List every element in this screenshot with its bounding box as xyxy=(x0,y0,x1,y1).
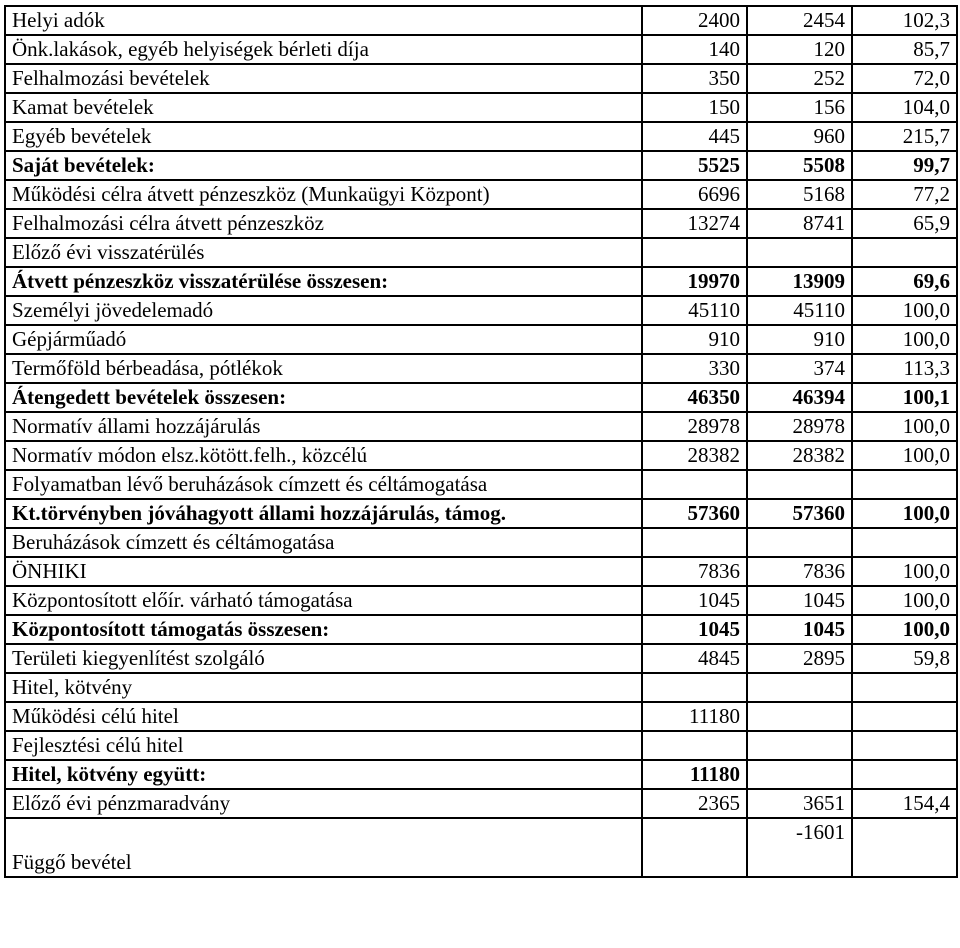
value-actual-cell: 252 xyxy=(747,64,852,93)
table-row xyxy=(5,209,957,238)
value-actual-cell: 120 xyxy=(747,35,852,64)
row-label-cell: Függő bevétel xyxy=(5,818,642,877)
percent-cell: 100,0 xyxy=(852,499,957,528)
value-plan-cell xyxy=(642,818,747,877)
percent-cell: 100,0 xyxy=(852,412,957,441)
table-row xyxy=(5,818,957,877)
value-actual-cell xyxy=(747,470,852,499)
row-label-cell: Kt.törvényben jóváhagyott állami hozzájárulás, támog. xyxy=(5,499,642,528)
table-row xyxy=(5,325,957,354)
table-row xyxy=(5,731,957,760)
table-row xyxy=(5,35,957,64)
value-plan-cell: 150 xyxy=(642,93,747,122)
percent-cell: 102,3 xyxy=(852,6,957,35)
value-actual-cell: 1045 xyxy=(747,615,852,644)
value-plan-cell: 140 xyxy=(642,35,747,64)
percent-cell: 72,0 xyxy=(852,64,957,93)
table-row xyxy=(5,702,957,731)
table-row xyxy=(5,615,957,644)
value-plan-cell: 330 xyxy=(642,354,747,383)
row-label-cell: Egyéb bevételek xyxy=(5,122,642,151)
row-label-cell: Személyi jövedelemadó xyxy=(5,296,642,325)
value-plan-cell: 2400 xyxy=(642,6,747,35)
percent-cell xyxy=(852,528,957,557)
value-plan-cell: 2365 xyxy=(642,789,747,818)
table-row xyxy=(5,470,957,499)
value-plan-cell xyxy=(642,528,747,557)
row-label-cell: Kamat bevételek xyxy=(5,93,642,122)
table-row xyxy=(5,557,957,586)
row-label-cell: Folyamatban lévő beruházások címzett és céltámogatása xyxy=(5,470,642,499)
table-row xyxy=(5,354,957,383)
value-actual-cell xyxy=(747,731,852,760)
table-row xyxy=(5,180,957,209)
table-row xyxy=(5,93,957,122)
value-actual-cell: 28382 xyxy=(747,441,852,470)
row-label-cell: Működési célú hitel xyxy=(5,702,642,731)
percent-cell: 59,8 xyxy=(852,644,957,673)
value-plan-cell: 28978 xyxy=(642,412,747,441)
percent-cell: 100,0 xyxy=(852,296,957,325)
value-actual-cell: 960 xyxy=(747,122,852,151)
percent-cell: 77,2 xyxy=(852,180,957,209)
value-actual-cell xyxy=(747,238,852,267)
table-row xyxy=(5,64,957,93)
row-label-cell: Hitel, kötvény xyxy=(5,673,642,702)
table-row xyxy=(5,789,957,818)
revenue-table-body xyxy=(5,6,957,877)
percent-cell: 65,9 xyxy=(852,209,957,238)
value-actual-cell: 2895 xyxy=(747,644,852,673)
value-actual-cell: 374 xyxy=(747,354,852,383)
value-plan-cell: 57360 xyxy=(642,499,747,528)
table-row xyxy=(5,644,957,673)
table-row xyxy=(5,673,957,702)
value-actual-cell: 156 xyxy=(747,93,852,122)
percent-cell: 100,0 xyxy=(852,615,957,644)
value-actual-cell: 5508 xyxy=(747,151,852,180)
value-plan-cell: 6696 xyxy=(642,180,747,209)
percent-cell: 85,7 xyxy=(852,35,957,64)
table-row xyxy=(5,238,957,267)
value-plan-cell xyxy=(642,673,747,702)
revenue-table xyxy=(4,5,958,878)
value-actual-cell: 57360 xyxy=(747,499,852,528)
value-plan-cell: 46350 xyxy=(642,383,747,412)
table-row xyxy=(5,267,957,296)
value-actual-cell: 13909 xyxy=(747,267,852,296)
percent-cell xyxy=(852,818,957,877)
row-label-cell: Saját bevételek: xyxy=(5,151,642,180)
value-plan-cell: 350 xyxy=(642,64,747,93)
row-label-cell: Fejlesztési célú hitel xyxy=(5,731,642,760)
value-plan-cell: 445 xyxy=(642,122,747,151)
value-actual-cell: 5168 xyxy=(747,180,852,209)
percent-cell xyxy=(852,731,957,760)
value-actual-cell: 7836 xyxy=(747,557,852,586)
value-plan-cell: 11180 xyxy=(642,760,747,789)
value-actual-cell: 2454 xyxy=(747,6,852,35)
value-actual-cell: 46394 xyxy=(747,383,852,412)
value-actual-cell: 1045 xyxy=(747,586,852,615)
value-plan-cell: 28382 xyxy=(642,441,747,470)
row-label-cell: Átengedett bevételek összesen: xyxy=(5,383,642,412)
table-row xyxy=(5,122,957,151)
value-plan-cell: 5525 xyxy=(642,151,747,180)
row-label-cell: Központosított támogatás összesen: xyxy=(5,615,642,644)
row-label-cell: Gépjárműadó xyxy=(5,325,642,354)
value-actual-cell: 910 xyxy=(747,325,852,354)
value-plan-cell xyxy=(642,731,747,760)
table-row xyxy=(5,528,957,557)
row-label-cell: Előző évi visszatérülés xyxy=(5,238,642,267)
table-row xyxy=(5,6,957,35)
value-plan-cell: 13274 xyxy=(642,209,747,238)
value-plan-cell: 45110 xyxy=(642,296,747,325)
table-row xyxy=(5,151,957,180)
value-actual-cell xyxy=(747,528,852,557)
value-plan-cell: 19970 xyxy=(642,267,747,296)
percent-cell: 100,0 xyxy=(852,441,957,470)
row-label-cell: Előző évi pénzmaradvány xyxy=(5,789,642,818)
percent-cell xyxy=(852,673,957,702)
percent-cell xyxy=(852,760,957,789)
row-label-cell: ÖNHIKI xyxy=(5,557,642,586)
percent-cell: 154,4 xyxy=(852,789,957,818)
percent-cell: 69,6 xyxy=(852,267,957,296)
row-label-cell: Önk.lakások, egyéb helyiségek bérleti díja xyxy=(5,35,642,64)
value-actual-cell: 8741 xyxy=(747,209,852,238)
row-label-cell: Beruházások címzett és céltámogatása xyxy=(5,528,642,557)
value-actual-cell: 28978 xyxy=(747,412,852,441)
table-row xyxy=(5,441,957,470)
row-label-cell: Területi kiegyenlítést szolgáló xyxy=(5,644,642,673)
table-row xyxy=(5,383,957,412)
row-label-cell: Termőföld bérbeadása, pótlékok xyxy=(5,354,642,383)
row-label-cell: Átvett pénzeszköz visszatérülése összesen: xyxy=(5,267,642,296)
percent-cell: 100,0 xyxy=(852,586,957,615)
table-row xyxy=(5,760,957,789)
row-label-cell: Központosított előír. várható támogatása xyxy=(5,586,642,615)
percent-cell: 215,7 xyxy=(852,122,957,151)
value-plan-cell: 910 xyxy=(642,325,747,354)
value-actual-cell xyxy=(747,673,852,702)
percent-cell: 113,3 xyxy=(852,354,957,383)
percent-cell: 99,7 xyxy=(852,151,957,180)
value-plan-cell: 7836 xyxy=(642,557,747,586)
value-actual-cell: 45110 xyxy=(747,296,852,325)
percent-cell: 100,0 xyxy=(852,557,957,586)
row-label-cell: Működési célra átvett pénzeszköz (Munkaügyi Központ) xyxy=(5,180,642,209)
row-label-cell: Felhalmozási bevételek xyxy=(5,64,642,93)
percent-cell xyxy=(852,470,957,499)
row-label-cell: Normatív módon elsz.kötött.felh., közcélú xyxy=(5,441,642,470)
percent-cell xyxy=(852,238,957,267)
table-row xyxy=(5,499,957,528)
value-plan-cell: 1045 xyxy=(642,586,747,615)
percent-cell: 100,1 xyxy=(852,383,957,412)
table-row xyxy=(5,296,957,325)
row-label-cell: Hitel, kötvény együtt: xyxy=(5,760,642,789)
value-plan-cell xyxy=(642,470,747,499)
percent-cell xyxy=(852,702,957,731)
table-row xyxy=(5,586,957,615)
row-label-cell: Helyi adók xyxy=(5,6,642,35)
value-actual-cell: -1601 xyxy=(747,818,852,877)
value-actual-cell xyxy=(747,702,852,731)
table-row xyxy=(5,412,957,441)
percent-cell: 104,0 xyxy=(852,93,957,122)
percent-cell: 100,0 xyxy=(852,325,957,354)
row-label-cell: Normatív állami hozzájárulás xyxy=(5,412,642,441)
value-plan-cell: 4845 xyxy=(642,644,747,673)
value-plan-cell: 11180 xyxy=(642,702,747,731)
value-actual-cell xyxy=(747,760,852,789)
value-plan-cell: 1045 xyxy=(642,615,747,644)
value-actual-cell: 3651 xyxy=(747,789,852,818)
value-plan-cell xyxy=(642,238,747,267)
row-label-cell: Felhalmozási célra átvett pénzeszköz xyxy=(5,209,642,238)
